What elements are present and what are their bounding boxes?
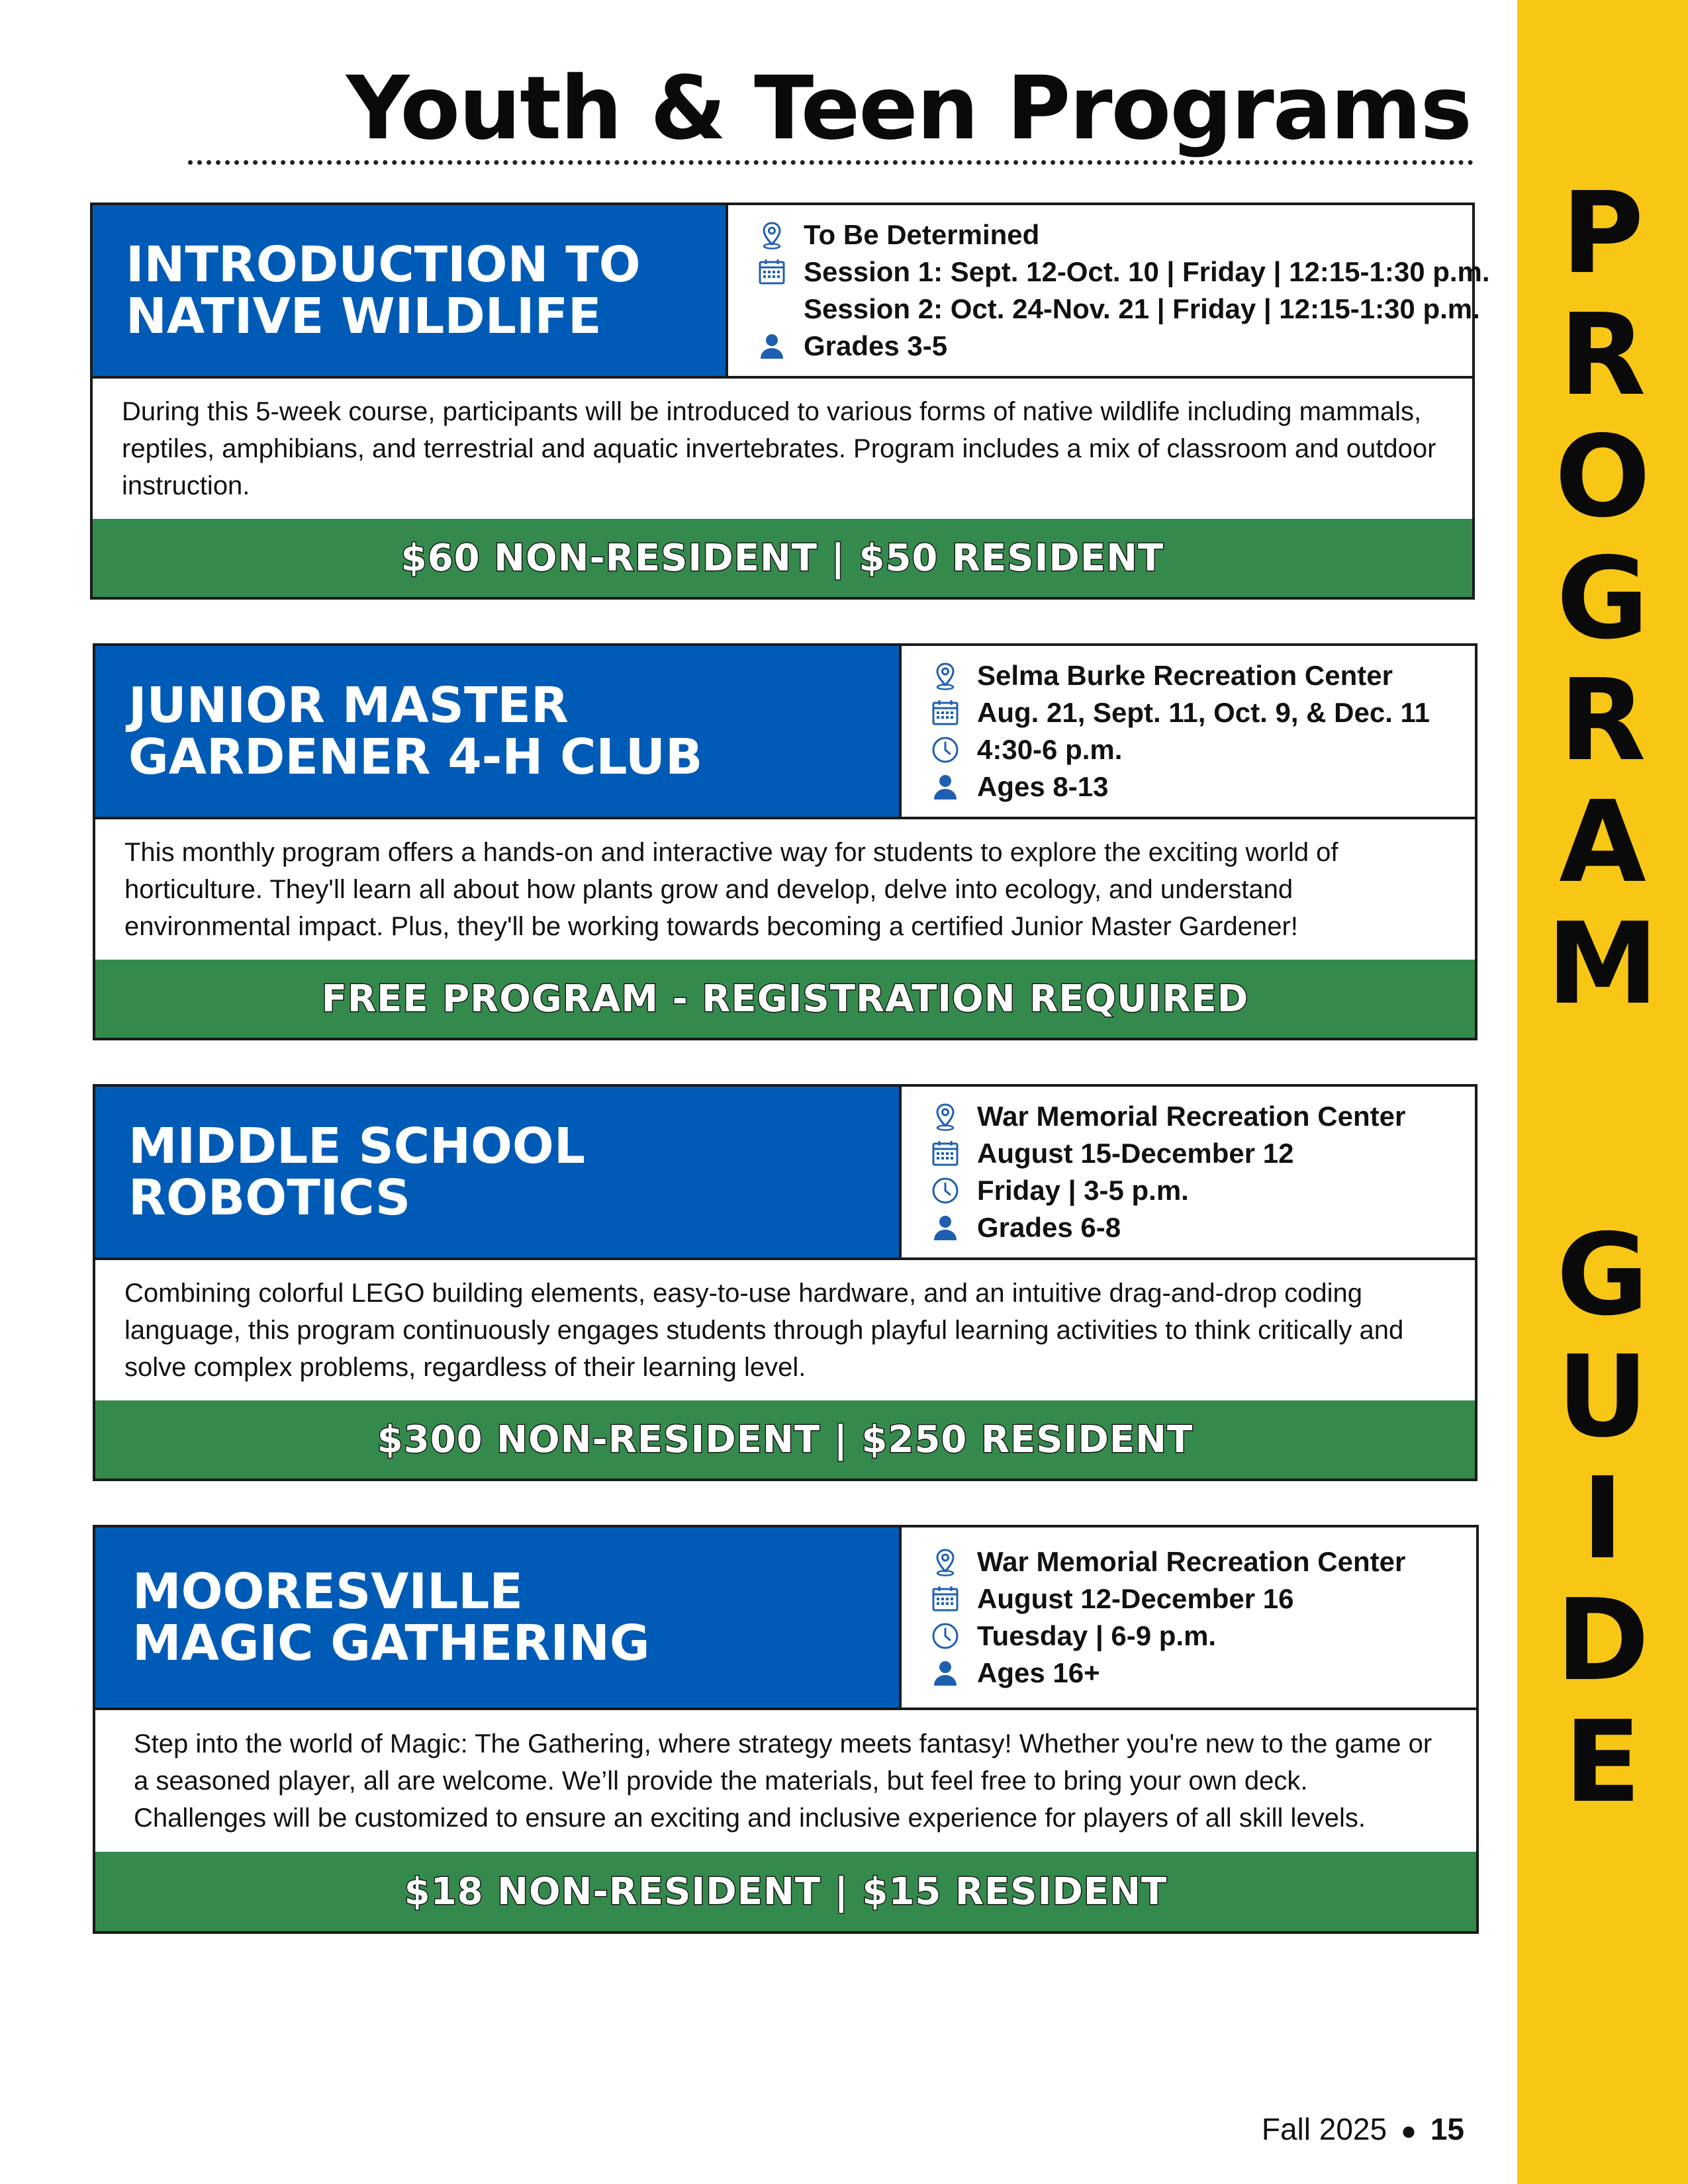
program-details bbox=[902, 646, 1475, 817]
program-description-text: Combining colorful LEGO building elements, easy-to-use hardware, and an intuitive drag-and-drop coding language, this program continuously engages students through playful learning activities to think critically and solve complex problems, regardless of their learning level. bbox=[124, 1279, 1404, 1382]
program-description-text: During this 5-week course, participants will be introduced to various forms of native wildlife including mammals, reptiles, amphibians, and terrestrial and aquatic invertebrates. Program includes a mix of classroom and outdoor instruction. bbox=[122, 397, 1436, 500]
sidebar-letter: R bbox=[1559, 290, 1646, 421]
calendar-icon bbox=[928, 1136, 962, 1171]
program-description bbox=[95, 819, 1475, 962]
page-footer bbox=[1262, 2111, 1464, 2147]
detail-text: Grades 3-5 bbox=[804, 330, 948, 361]
person-icon bbox=[928, 1656, 962, 1690]
detail-audience bbox=[928, 1209, 1475, 1246]
program-price-banner bbox=[93, 519, 1472, 597]
program-name bbox=[93, 205, 728, 376]
sidebar-letter: P bbox=[1561, 168, 1644, 299]
detail-location bbox=[928, 1543, 1476, 1580]
detail-date-session-2 bbox=[755, 291, 1480, 328]
detail-text: To Be Determined bbox=[804, 219, 1040, 250]
program-guide-sidebar bbox=[1517, 0, 1688, 2184]
program-details bbox=[902, 1527, 1476, 1707]
detail-text: Ages 16+ bbox=[977, 1657, 1100, 1688]
program-header bbox=[95, 646, 1475, 819]
program-name-line: ROBOTICS bbox=[128, 1169, 411, 1226]
calendar-icon bbox=[928, 696, 962, 730]
program-name-line: NATIVE WILDLIFE bbox=[126, 288, 602, 345]
detail-text: Tuesday | 6-9 p.m. bbox=[977, 1620, 1217, 1651]
detail-date bbox=[928, 694, 1475, 731]
program-header bbox=[93, 205, 1490, 379]
sidebar-letter: G bbox=[1556, 1210, 1649, 1341]
location-pin-icon bbox=[928, 1545, 962, 1579]
detail-text: August 12-December 16 bbox=[977, 1583, 1294, 1614]
sidebar-letter: I bbox=[1581, 1453, 1624, 1584]
detail-audience bbox=[928, 768, 1475, 805]
sidebar-letter: O bbox=[1554, 412, 1651, 543]
program-card bbox=[93, 1084, 1477, 1481]
location-pin-icon bbox=[928, 659, 962, 693]
detail-location bbox=[755, 216, 1472, 253]
detail-date bbox=[755, 253, 1490, 291]
detail-audience bbox=[755, 328, 1472, 365]
program-card bbox=[93, 643, 1477, 1040]
detail-text: August 15-December 12 bbox=[977, 1138, 1294, 1169]
detail-date bbox=[928, 1135, 1475, 1172]
program-description-text: This monthly program offers a hands-on and interactive way for students to explore the exciting world of horticulture. They'll learn all about how plants grow and develop, delve into ecology, and understand environmental impact. Plus, they'll be working towards becoming a certified Junior Master Gardener! bbox=[124, 838, 1338, 941]
detail-text: Session 2: Oct. 24-Nov. 21 | Friday | 12:15-1:30 p.m. bbox=[804, 293, 1480, 324]
detail-time bbox=[928, 1617, 1476, 1655]
detail-text: Friday | 3-5 p.m. bbox=[977, 1175, 1189, 1206]
program-name-line: MOORESVILLE bbox=[132, 1563, 523, 1620]
detail-time bbox=[928, 1172, 1475, 1209]
detail-audience bbox=[928, 1655, 1476, 1692]
detail-location bbox=[928, 1098, 1475, 1135]
program-name-line: INTRODUCTION TO bbox=[126, 236, 641, 293]
program-card bbox=[93, 1525, 1479, 1934]
page-number: 15 bbox=[1430, 2112, 1464, 2146]
footer-season: Fall 2025 bbox=[1261, 2112, 1387, 2146]
sidebar-letter: R bbox=[1559, 655, 1646, 786]
sidebar-letter: G bbox=[1556, 533, 1649, 664]
footer-separator: ● bbox=[1400, 2116, 1417, 2146]
program-price-banner bbox=[95, 960, 1475, 1038]
detail-text: 4:30-6 p.m. bbox=[977, 734, 1123, 765]
location-pin-icon bbox=[755, 218, 789, 252]
location-pin-icon bbox=[928, 1099, 962, 1134]
program-details bbox=[902, 1087, 1475, 1257]
program-description bbox=[95, 1710, 1476, 1854]
program-price: $18 NON-RESIDENT | $15 RESIDENT bbox=[404, 1870, 1168, 1913]
program-name bbox=[95, 1527, 902, 1707]
detail-time bbox=[928, 731, 1475, 768]
sidebar-letter: U bbox=[1556, 1332, 1649, 1463]
program-name bbox=[95, 646, 902, 817]
detail-text: War Memorial Recreation Center bbox=[977, 1101, 1406, 1132]
sidebar-letter: D bbox=[1556, 1575, 1650, 1706]
program-price: FREE PROGRAM - REGISTRATION REQUIRED bbox=[321, 977, 1249, 1021]
person-icon bbox=[928, 770, 962, 804]
program-card bbox=[90, 203, 1490, 600]
program-description bbox=[93, 379, 1472, 522]
sidebar-letter: E bbox=[1564, 1697, 1642, 1828]
program-header bbox=[95, 1087, 1475, 1260]
detail-text: Session 1: Sept. 12-Oct. 10 | Friday | 12:15-1:30 p.m. bbox=[804, 256, 1490, 287]
program-description bbox=[95, 1260, 1475, 1403]
sidebar-letter: A bbox=[1559, 777, 1646, 908]
detail-text: War Memorial Recreation Center bbox=[977, 1546, 1406, 1577]
detail-text: Selma Burke Recreation Center bbox=[977, 660, 1393, 691]
program-price: $300 NON-RESIDENT | $250 RESIDENT bbox=[377, 1418, 1194, 1461]
detail-date bbox=[928, 1580, 1476, 1617]
program-details bbox=[728, 205, 1490, 376]
program-name bbox=[95, 1087, 902, 1257]
program-name-line: MAGIC GATHERING bbox=[132, 1615, 650, 1672]
calendar-icon bbox=[755, 255, 789, 289]
program-name-line: JUNIOR MASTER bbox=[128, 677, 569, 734]
detail-location bbox=[928, 657, 1475, 694]
program-price-banner bbox=[95, 1400, 1475, 1479]
title-dotted-divider bbox=[188, 160, 1474, 165]
clock-icon bbox=[928, 733, 962, 767]
detail-text: Grades 6-8 bbox=[977, 1212, 1121, 1243]
program-header bbox=[95, 1527, 1476, 1710]
sidebar-letter: M bbox=[1546, 899, 1659, 1030]
program-name-line: GARDENER 4-H CLUB bbox=[128, 729, 703, 786]
person-icon bbox=[755, 329, 789, 363]
program-name-line: MIDDLE SCHOOL bbox=[128, 1118, 585, 1175]
person-icon bbox=[928, 1210, 962, 1245]
clock-icon bbox=[928, 1619, 962, 1653]
page-title: Youth & Teen Programs bbox=[346, 58, 1471, 159]
clock-icon bbox=[928, 1173, 962, 1208]
detail-text: Aug. 21, Sept. 11, Oct. 9, & Dec. 11 bbox=[977, 697, 1430, 728]
program-price-banner bbox=[95, 1852, 1476, 1931]
detail-text: Ages 8-13 bbox=[977, 771, 1109, 802]
calendar-icon bbox=[928, 1582, 962, 1616]
program-price: $60 NON-RESIDENT | $50 RESIDENT bbox=[400, 536, 1164, 580]
program-description-text: Step into the world of Magic: The Gathering, where strategy meets fantasy! Whether you're new to the game or a seasoned player, all are welcome. We’ll provide the materials, but feel free to bring your own deck. Challenges will be customized to ensure an exciting and inclusive experience for players of all skill levels. bbox=[134, 1729, 1432, 1833]
